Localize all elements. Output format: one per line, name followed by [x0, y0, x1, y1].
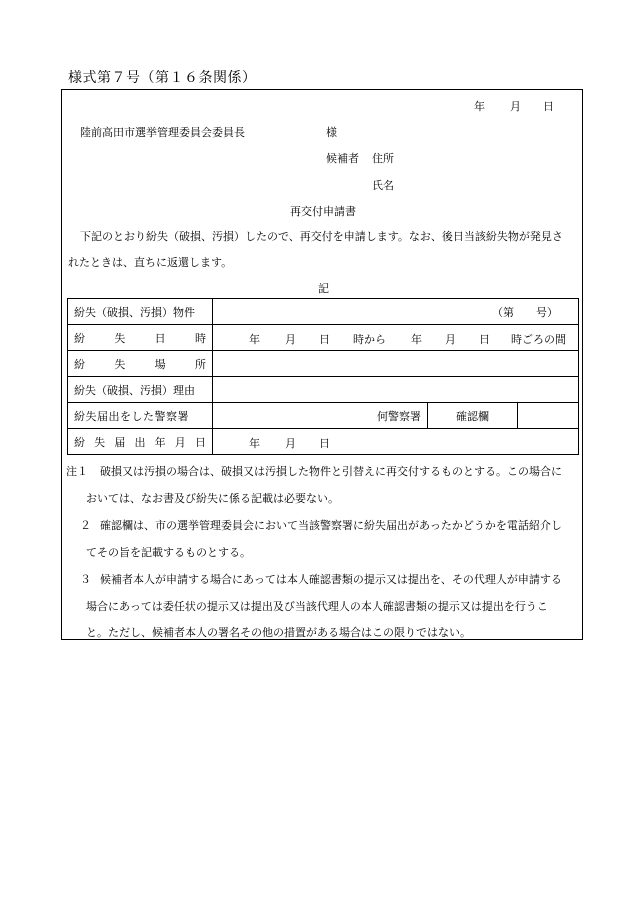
note-2-line-1: 確認欄は、市の選挙管理委員会において当該警察署に紛失届出があったかどうかを電話紹介し	[100, 519, 562, 532]
label-char: 紛	[74, 331, 85, 345]
addressee-honorific: 様	[326, 126, 337, 139]
applicant-name-label: 氏名	[372, 179, 394, 192]
label-char: 失	[114, 357, 126, 371]
lost-item-field[interactable]	[213, 299, 579, 325]
dt-month-1: 月	[285, 333, 296, 346]
lost-datetime-label	[68, 325, 213, 351]
label-char: 出	[134, 435, 146, 449]
label-char: 届	[114, 435, 126, 449]
label-char: 所	[194, 357, 206, 371]
dt-month-2: 月	[445, 333, 456, 346]
label-char: 紛	[74, 435, 85, 449]
police-station-field[interactable]	[213, 403, 428, 429]
rd-year: 年	[249, 437, 260, 450]
label-char: 月	[174, 435, 186, 449]
dt-year-2: 年	[411, 333, 422, 346]
note-1-line-1: 破損又は汚損の場合は、破損又は汚損した物件と引替えに再交付するものとする。この場合に	[100, 465, 562, 478]
details-table	[67, 298, 579, 455]
table-row	[68, 351, 579, 377]
date-month-label: 月	[510, 100, 521, 113]
lost-item-label: 紛失（破損、汚損）物件	[68, 299, 213, 325]
lost-place-field[interactable]	[213, 351, 579, 377]
document-title: 再交付申請書	[290, 205, 356, 218]
rd-month: 月	[285, 437, 296, 450]
addressee-name: 陸前高田市選挙管理委員会委員長	[80, 126, 245, 139]
label-char: 場	[154, 357, 166, 371]
note-2-mark: ２	[80, 519, 91, 532]
note-1-mark: 注１	[66, 465, 88, 478]
label-char: 失	[114, 331, 126, 345]
table-row	[68, 377, 579, 403]
date-day-label: 日	[543, 100, 554, 113]
table-row	[68, 325, 579, 351]
label-char: 紛	[74, 357, 85, 371]
lost-reason-field[interactable]	[213, 377, 579, 403]
note-3-line-3: と。ただし、候補者本人の署名その他の措置がある場合はこの限りではない。	[86, 626, 471, 639]
note-2-line-2: てその旨を記載するものとする。	[86, 546, 251, 559]
dt-until: 時ごろの間	[511, 333, 566, 346]
dt-year-1: 年	[249, 333, 260, 346]
lost-datetime-field[interactable]	[213, 325, 579, 351]
applicant-title: 候補者	[326, 152, 359, 165]
note-1-line-2: おいては、なお書及び紛失に係る記載は必要ない。	[86, 492, 339, 505]
police-station-suffix: 何警察署	[377, 409, 421, 423]
note-3-mark: ３	[80, 573, 91, 586]
label-char: 時	[194, 331, 206, 345]
label-char: 日	[194, 435, 206, 449]
lost-reason-label: 紛失（破損、汚損）理由	[68, 377, 213, 403]
table-row	[68, 299, 579, 325]
confirm-label: 確認欄	[428, 403, 518, 429]
dt-from: 時から	[353, 333, 386, 346]
note-3-line-1: 候補者本人が申請する場合にあっては本人確認書類の提示又は提出を、その代理人が申請する	[100, 573, 562, 586]
police-station-label: 紛失届出をした警察署	[68, 403, 213, 429]
label-char: 年	[154, 435, 166, 449]
body-line-1: 下記のとおり紛失（破損、汚損）したので、再交付を申請します。なお、後日当該紛失物が発見さ	[80, 230, 563, 243]
lost-place-label	[68, 351, 213, 377]
rd-day: 日	[319, 437, 330, 450]
report-date-field[interactable]	[213, 429, 579, 455]
table-row	[68, 403, 579, 429]
dt-day-1: 日	[319, 333, 330, 346]
report-date-label	[68, 429, 213, 455]
table-row	[68, 429, 579, 455]
label-char: 失	[94, 435, 106, 449]
date-year-label: 年	[474, 100, 485, 113]
label-char: 日	[154, 331, 166, 345]
form-number-label: 様式第７号（第１６条関係）	[68, 70, 257, 86]
body-line-2: れたときは、直ちに返還します。	[68, 256, 233, 269]
lost-item-number: （第 号）	[492, 305, 558, 319]
ki-label: 記	[318, 282, 329, 295]
applicant-address-label: 住所	[372, 152, 394, 165]
confirm-field[interactable]	[518, 403, 579, 429]
note-3-line-2: 場合にあっては委任状の提示又は提出及び当該代理人の本人確認書類の提示又は提出を行うこ	[86, 600, 548, 613]
dt-day-2: 日	[479, 333, 490, 346]
